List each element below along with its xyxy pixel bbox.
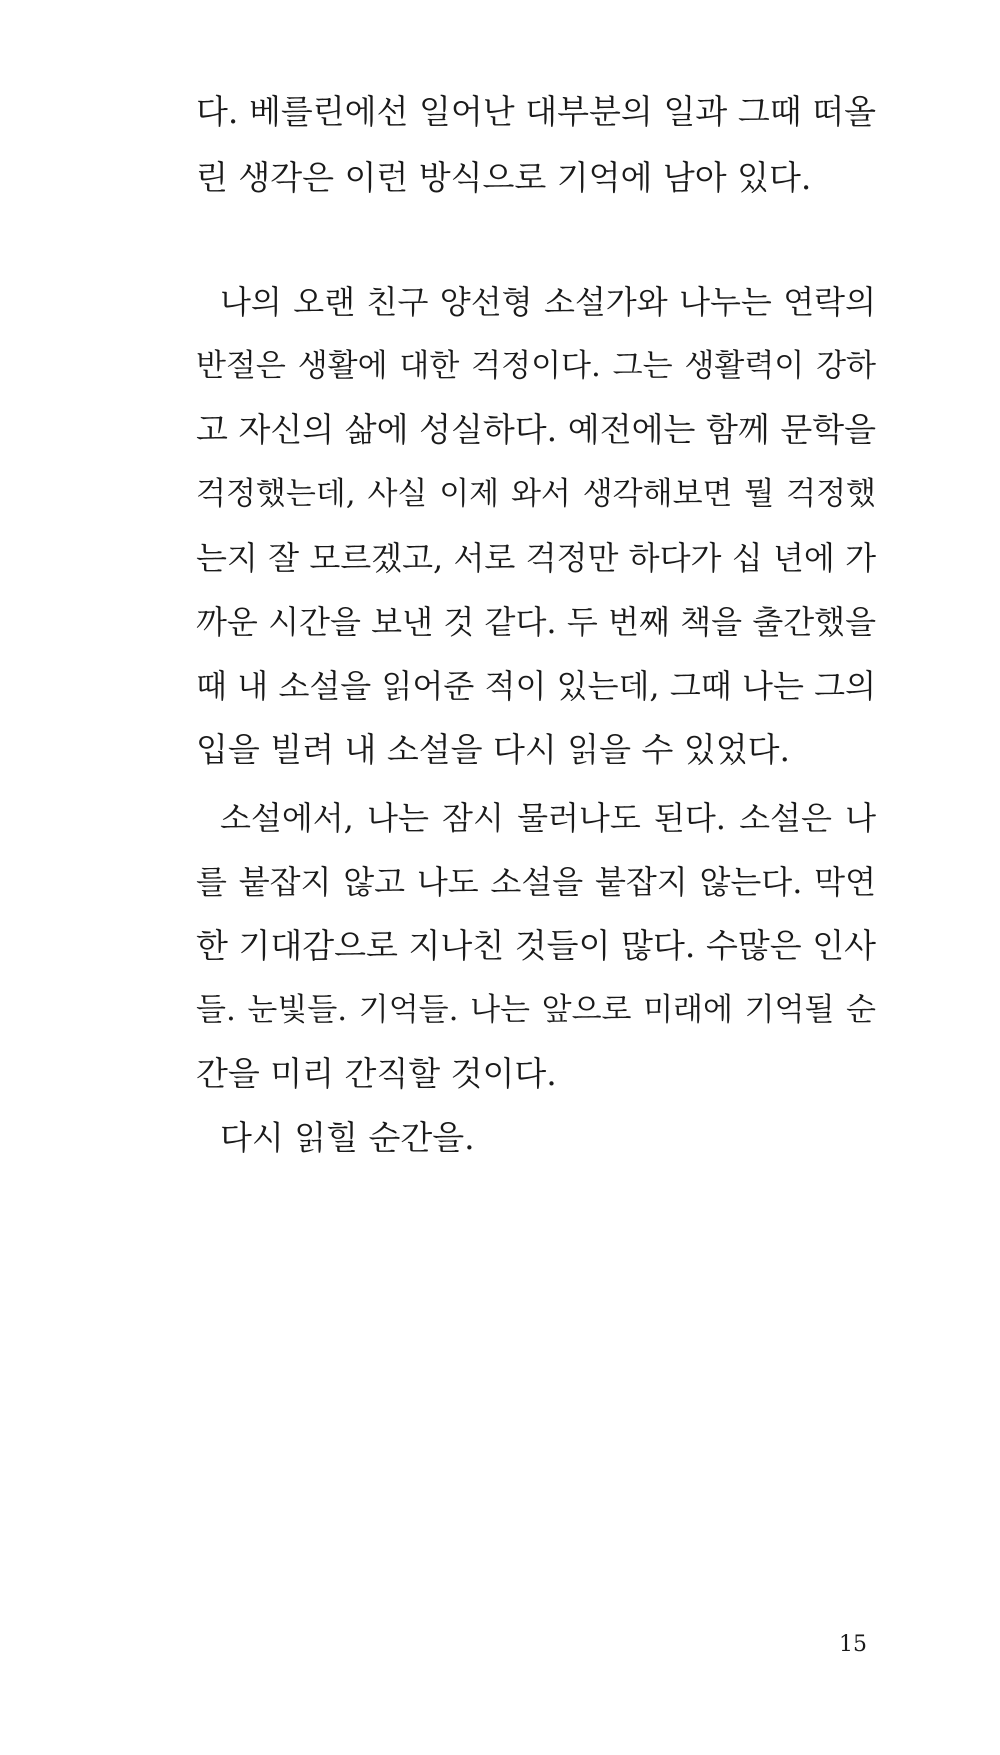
text-line: 린 생각은 이런 방식으로 기억에 남아 있다. xyxy=(196,158,812,197)
text-line: 나의 오랜 친구 양선형 소설가와 나누는 연락의 xyxy=(220,283,876,321)
text-line: 들. 눈빛들. 기억들. 나는 앞으로 미래에 기억될 순 xyxy=(196,992,876,1028)
text-line: 때 내 소설을 읽어준 적이 있는데, 그때 나는 그의 xyxy=(196,667,876,705)
text-line: 까운 시간을 보낸 것 같다. 두 번째 책을 출간했을 xyxy=(196,603,876,641)
text-line: 다시 읽힐 순간을. xyxy=(220,1118,475,1157)
text-line: 간을 미리 간직할 것이다. xyxy=(196,1054,557,1093)
text-line: 반절은 생활에 대한 걱정이다. 그는 생활력이 강하 xyxy=(196,348,876,384)
text-line: 입을 빌려 내 소설을 다시 읽을 수 있었다. xyxy=(196,730,790,769)
page-number: 15 xyxy=(839,1632,867,1657)
text-line: 는지 잘 모르겠고, 서로 걱정만 하다가 십 년에 가 xyxy=(196,539,876,577)
text-line: 걱정했는데, 사실 이제 와서 생각해보면 뭘 걱정했 xyxy=(196,476,876,512)
text-line: 소설에서, 나는 잠시 물러나도 된다. 소설은 나 xyxy=(220,799,876,837)
text-line: 를 붙잡지 않고 나도 소설을 붙잡지 않는다. 막연 xyxy=(196,863,876,901)
text-line: 한 기대감으로 지나친 것들이 많다. 수많은 인사 xyxy=(196,926,876,965)
text-line: 고 자신의 삶에 성실하다. 예전에는 함께 문학을 xyxy=(196,410,876,449)
text-line: 다. 베를린에선 일어난 대부분의 일과 그때 떠올 xyxy=(196,92,876,131)
